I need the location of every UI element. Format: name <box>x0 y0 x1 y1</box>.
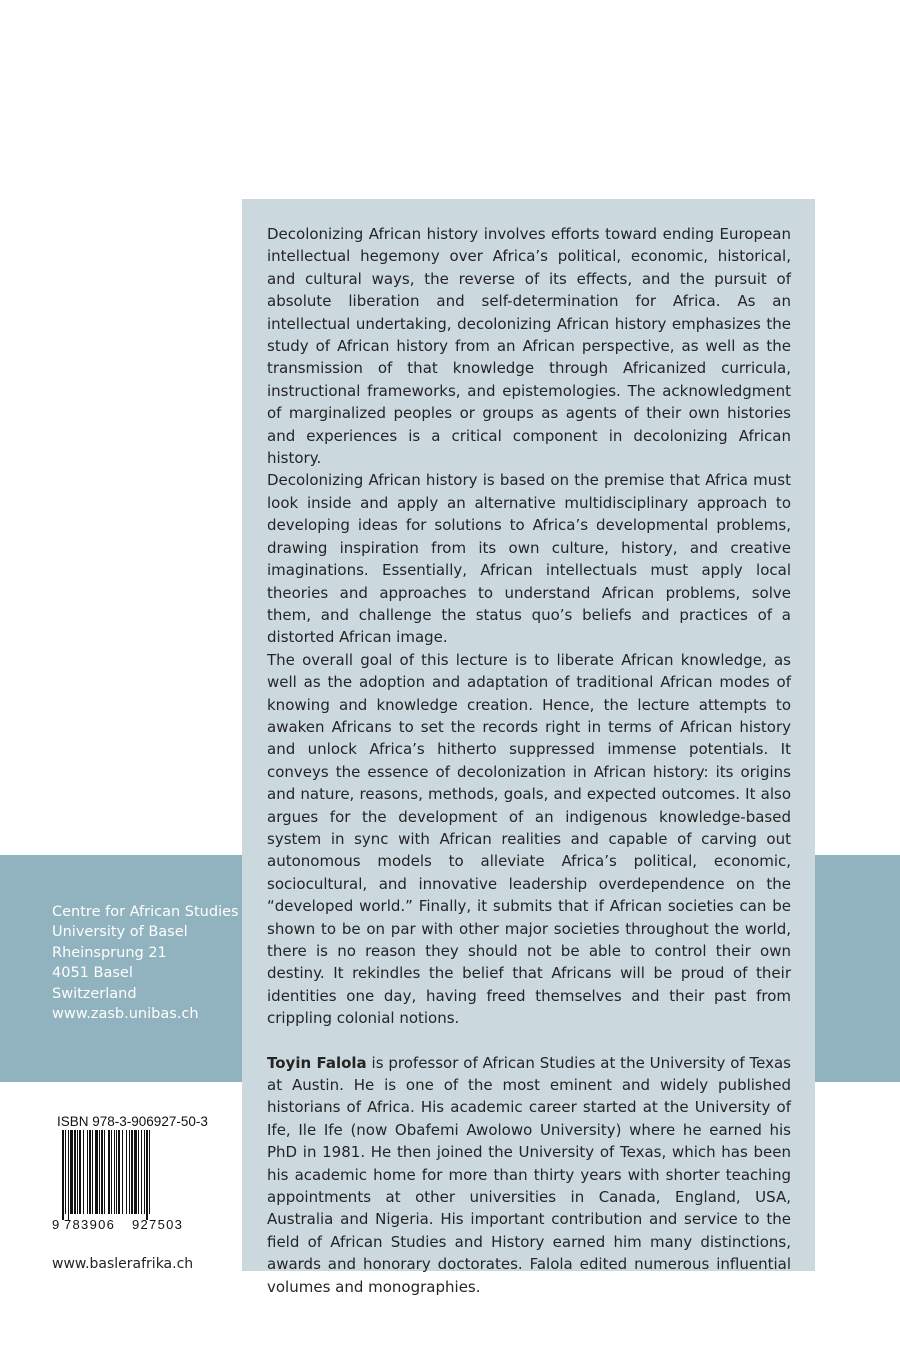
barcode-left-digits: 783906 <box>64 1217 116 1231</box>
barcode-bar <box>138 1130 139 1214</box>
barcode-bar <box>92 1130 93 1214</box>
blurb-paragraph-2: Decolonizing African history is based on the premise that Africa must look inside and apply an alternative multidisciplinary approach to developing ideas for solutions to Africa’s developmental problems, drawing inspiration from its own culture, history, and creative imaginations. Essentially, African intellectuals must apply local theories and approaches to understand African problems, solve them, and challenge the status quo’s beliefs and practices of a distorted African image. <box>267 471 791 647</box>
author-bio <box>267 1052 791 1298</box>
barcode-first-digit: 9 <box>52 1217 60 1231</box>
address-line: Centre for African Studies <box>52 904 239 920</box>
barcode-bar <box>129 1130 130 1214</box>
barcode-bar <box>99 1130 100 1214</box>
centre-website-link[interactable]: www.zasb.unibas.ch <box>52 1006 199 1023</box>
barcode-bar <box>108 1130 110 1214</box>
barcode-bar <box>118 1130 120 1214</box>
barcode-bar <box>65 1130 66 1214</box>
barcode-bar <box>146 1130 148 1220</box>
barcode-bar <box>104 1130 105 1214</box>
publisher-website-link[interactable]: www.baslerafrika.ch <box>52 1256 194 1272</box>
barcode-bar <box>111 1130 112 1214</box>
barcode-bar <box>101 1130 103 1214</box>
isbn-barcode <box>52 1130 202 1231</box>
barcode-bar <box>77 1130 78 1214</box>
address-line: Rheinsprung 21 <box>52 944 167 961</box>
barcode-bar <box>95 1130 98 1214</box>
barcode-right-digits: 927503 <box>132 1217 184 1231</box>
barcode-bar <box>70 1130 73 1214</box>
barcode-bar <box>116 1130 117 1214</box>
blurb-paragraph-1: Decolonizing African history involves efforts toward ending European intellectual hegemony over Africa’s political, economic, historical, and cultural ways, the reverse of its effects, and the pursuit of absolute liberation and self-determination for Africa. As an intellectual undertaking, decolonizing African history emphasizes the study of African history from an African perspective, as well as the transmission of that knowledge through Africanized curricula, instructional frameworks, and epistemologies. The acknowledgment of marginalized peoples or groups as agents of their own histories and experiences is a critical component in decolonizing African history. <box>267 225 791 468</box>
barcode-bars <box>62 1130 150 1220</box>
isbn-label: ISBN 978-3-906927-50-3 <box>57 1114 208 1129</box>
address-line: University of Basel <box>52 924 188 941</box>
blurb-paragraph-3: The overall goal of this lecture is to liberate African knowledge, as well as the adoption and adaptation of traditional African modes of knowing and knowledge creation. Hence, the lecture attempts to awaken Africans to set the records right in terms of African history and unlock Africa’s hitherto suppressed immense potentials. It conveys the essence of decolonization in African history: its origins and nature, reasons, methods, goals, and expected outcomes. It also argues for the development of an indigenous knowledge-based system in sync with African realities and capable of carving out autonomous models to alleviate Africa’s political, economic, sociocultural, and innovative leadership overdependence on the “developed world.” Finally, it submits that if African societies can be shown to be on par with other major societies throughout the world, there is no reason they should not be able to control their own destiny. It rekindles the belief that Africans will be proud of their identities one day, having freed themselves and their past from crippling colonial notions. <box>267 650 791 1028</box>
barcode-bar <box>68 1130 69 1220</box>
address-line: Switzerland <box>52 985 137 1002</box>
author-name: Toyin Falola <box>267 1053 367 1072</box>
barcode-bar <box>126 1130 127 1214</box>
blurb-text <box>267 223 791 1298</box>
barcode-bar <box>74 1130 76 1214</box>
barcode-bar <box>122 1130 123 1214</box>
barcode-bar <box>87 1130 88 1214</box>
barcode-bar <box>141 1130 142 1214</box>
barcode-bar <box>79 1130 81 1214</box>
barcode-bar <box>114 1130 115 1214</box>
barcode-bar <box>89 1130 91 1214</box>
barcode-bar <box>62 1130 64 1220</box>
barcode-bar <box>149 1130 150 1214</box>
barcode-bar <box>134 1130 137 1214</box>
address-line: 4051 Basel <box>52 965 133 982</box>
barcode-bar <box>144 1130 145 1214</box>
barcode-bar <box>131 1130 133 1214</box>
barcode-bar <box>83 1130 84 1214</box>
author-bio-text: is professor of African Studies at the University of Texas at Austin. He is one of the most eminent and widely published historians of Africa. His academic career started at the University of Ife, Ile Ife (now Obafemi Awolowo University) where he earned his PhD in 1981. He then joined the University of Texas, which has been his academic home for more than thirty years with shorter teaching appointments at other universities in Canada, England, USA, Australia and Nigeria. His important contribution and service to the field of African Studies and History earned him many distinctions, awards and honorary doctorates. Falola edited numerous influential volumes and monographies. <box>267 1053 791 1296</box>
centre-address <box>52 902 237 1024</box>
